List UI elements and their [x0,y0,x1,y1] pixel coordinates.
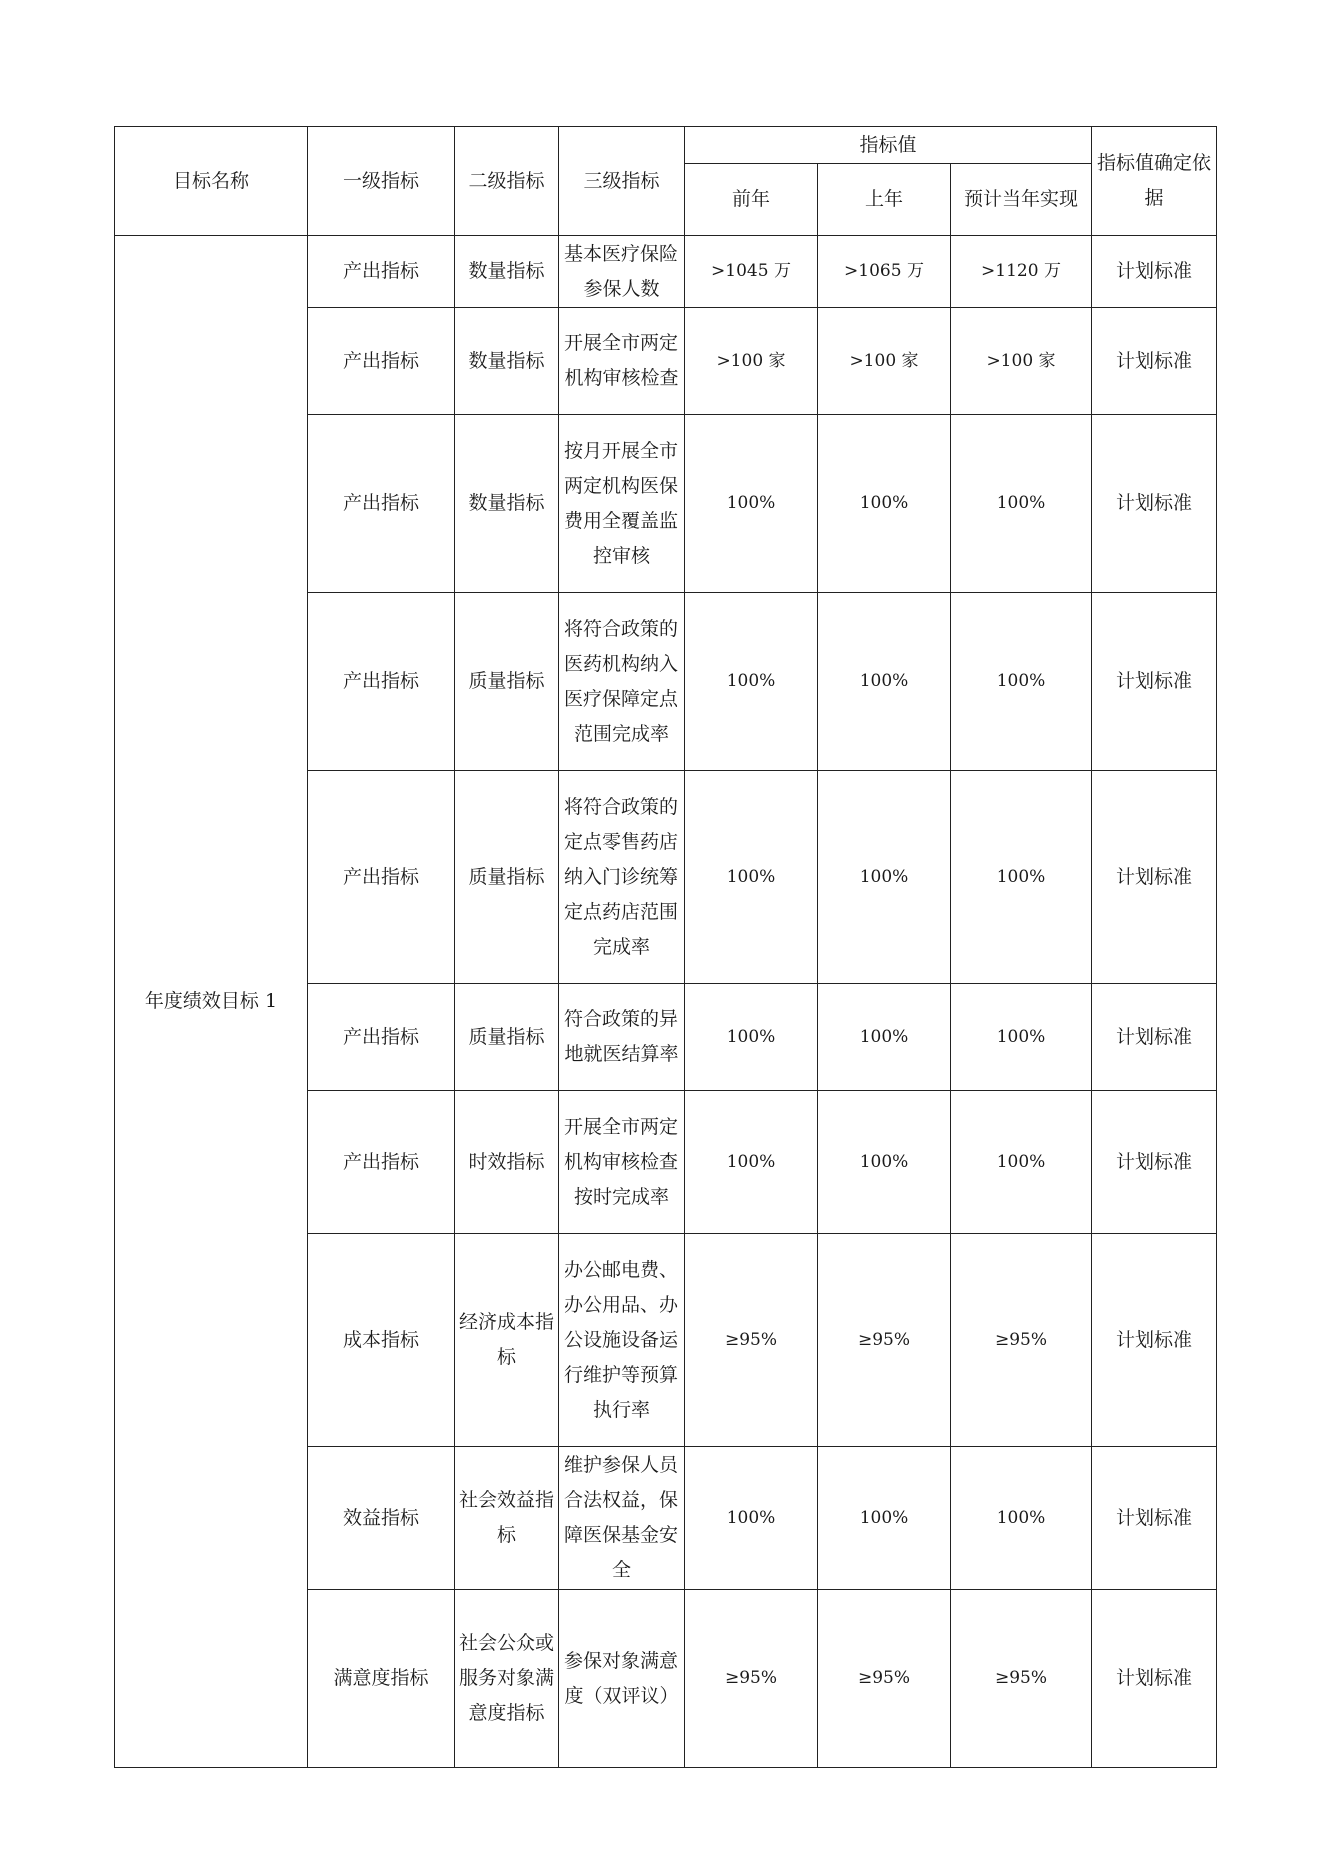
level2-cell: 质量指标 [455,984,559,1091]
last-year-value: ≥95% [818,1590,951,1768]
prev-year-value: 100% [685,1091,818,1234]
header-last-year: 上年 [818,164,951,236]
expected-value: 100% [951,984,1092,1091]
basis-cell: 计划标准 [1092,1234,1217,1447]
expected-value: >1120 万 [951,236,1092,308]
basis-cell: 计划标准 [1092,415,1217,593]
basis-cell: 计划标准 [1092,593,1217,771]
level1-cell: 产出指标 [308,771,455,984]
last-year-value: ≥95% [818,1234,951,1447]
last-year-value: 100% [818,1447,951,1590]
expected-value: 100% [951,593,1092,771]
expected-value: 100% [951,1091,1092,1234]
level2-cell: 数量指标 [455,236,559,308]
header-goal-name: 目标名称 [115,127,308,236]
table-row [115,236,1217,308]
prev-year-value: ≥95% [685,1234,818,1447]
last-year-value: 100% [818,415,951,593]
basis-cell: 计划标准 [1092,1091,1217,1234]
header-index-value: 指标值 [685,127,1092,164]
performance-table [114,126,1217,1768]
last-year-value: 100% [818,984,951,1091]
basis-cell: 计划标准 [1092,771,1217,984]
level2-cell: 社会效益指标 [455,1447,559,1590]
prev-year-value: >1045 万 [685,236,818,308]
level3-cell: 开展全市两定机构审核检查按时完成率 [559,1091,685,1234]
prev-year-value: ≥95% [685,1590,818,1768]
level1-cell: 产出指标 [308,236,455,308]
last-year-value: 100% [818,1091,951,1234]
level1-cell: 效益指标 [308,1447,455,1590]
basis-cell: 计划标准 [1092,236,1217,308]
level2-cell: 数量指标 [455,308,559,415]
expected-value: 100% [951,415,1092,593]
performance-table-wrapper [114,126,1217,1768]
header-prev-year: 前年 [685,164,818,236]
table-body [115,127,1217,1768]
prev-year-value: 100% [685,1447,818,1590]
last-year-value: 100% [818,593,951,771]
level3-cell: 将符合政策的医药机构纳入医疗保障定点范围完成率 [559,593,685,771]
level1-cell: 满意度指标 [308,1590,455,1768]
level3-cell: 按月开展全市两定机构医保费用全覆盖监控审核 [559,415,685,593]
level1-cell: 成本指标 [308,1234,455,1447]
level1-cell: 产出指标 [308,1091,455,1234]
basis-cell: 计划标准 [1092,1447,1217,1590]
expected-value: >100 家 [951,308,1092,415]
basis-cell: 计划标准 [1092,984,1217,1091]
level3-cell: 维护参保人员合法权益，保障医保基金安全 [559,1447,685,1590]
level2-cell: 社会公众或服务对象满意度指标 [455,1590,559,1768]
level2-cell: 质量指标 [455,771,559,984]
prev-year-value: 100% [685,984,818,1091]
level1-cell: 产出指标 [308,415,455,593]
basis-cell: 计划标准 [1092,308,1217,415]
level3-cell: 办公邮电费、办公用品、办公设施设备运行维护等预算执行率 [559,1234,685,1447]
level1-cell: 产出指标 [308,984,455,1091]
level3-cell: 参保对象满意度（双评议） [559,1590,685,1768]
header-basis: 指标值确定依据 [1092,127,1217,236]
level2-cell: 时效指标 [455,1091,559,1234]
last-year-value: >1065 万 [818,236,951,308]
basis-cell: 计划标准 [1092,1590,1217,1768]
level3-cell: 符合政策的异地就医结算率 [559,984,685,1091]
expected-value: ≥95% [951,1590,1092,1768]
level1-cell: 产出指标 [308,308,455,415]
level2-cell: 经济成本指标 [455,1234,559,1447]
last-year-value: 100% [818,771,951,984]
level1-cell: 产出指标 [308,593,455,771]
header-expected: 预计当年实现 [951,164,1092,236]
level3-cell: 将符合政策的定点零售药店纳入门诊统筹定点药店范围完成率 [559,771,685,984]
goal-name-cell: 年度绩效目标 1 [115,236,308,1768]
header-row [115,127,1217,164]
header-level3: 三级指标 [559,127,685,236]
header-level1: 一级指标 [308,127,455,236]
prev-year-value: 100% [685,771,818,984]
prev-year-value: 100% [685,415,818,593]
level2-cell: 质量指标 [455,593,559,771]
last-year-value: >100 家 [818,308,951,415]
prev-year-value: 100% [685,593,818,771]
header-level2: 二级指标 [455,127,559,236]
level3-cell: 基本医疗保险参保人数 [559,236,685,308]
level2-cell: 数量指标 [455,415,559,593]
expected-value: 100% [951,771,1092,984]
expected-value: ≥95% [951,1234,1092,1447]
expected-value: 100% [951,1447,1092,1590]
prev-year-value: >100 家 [685,308,818,415]
level3-cell: 开展全市两定机构审核检查 [559,308,685,415]
